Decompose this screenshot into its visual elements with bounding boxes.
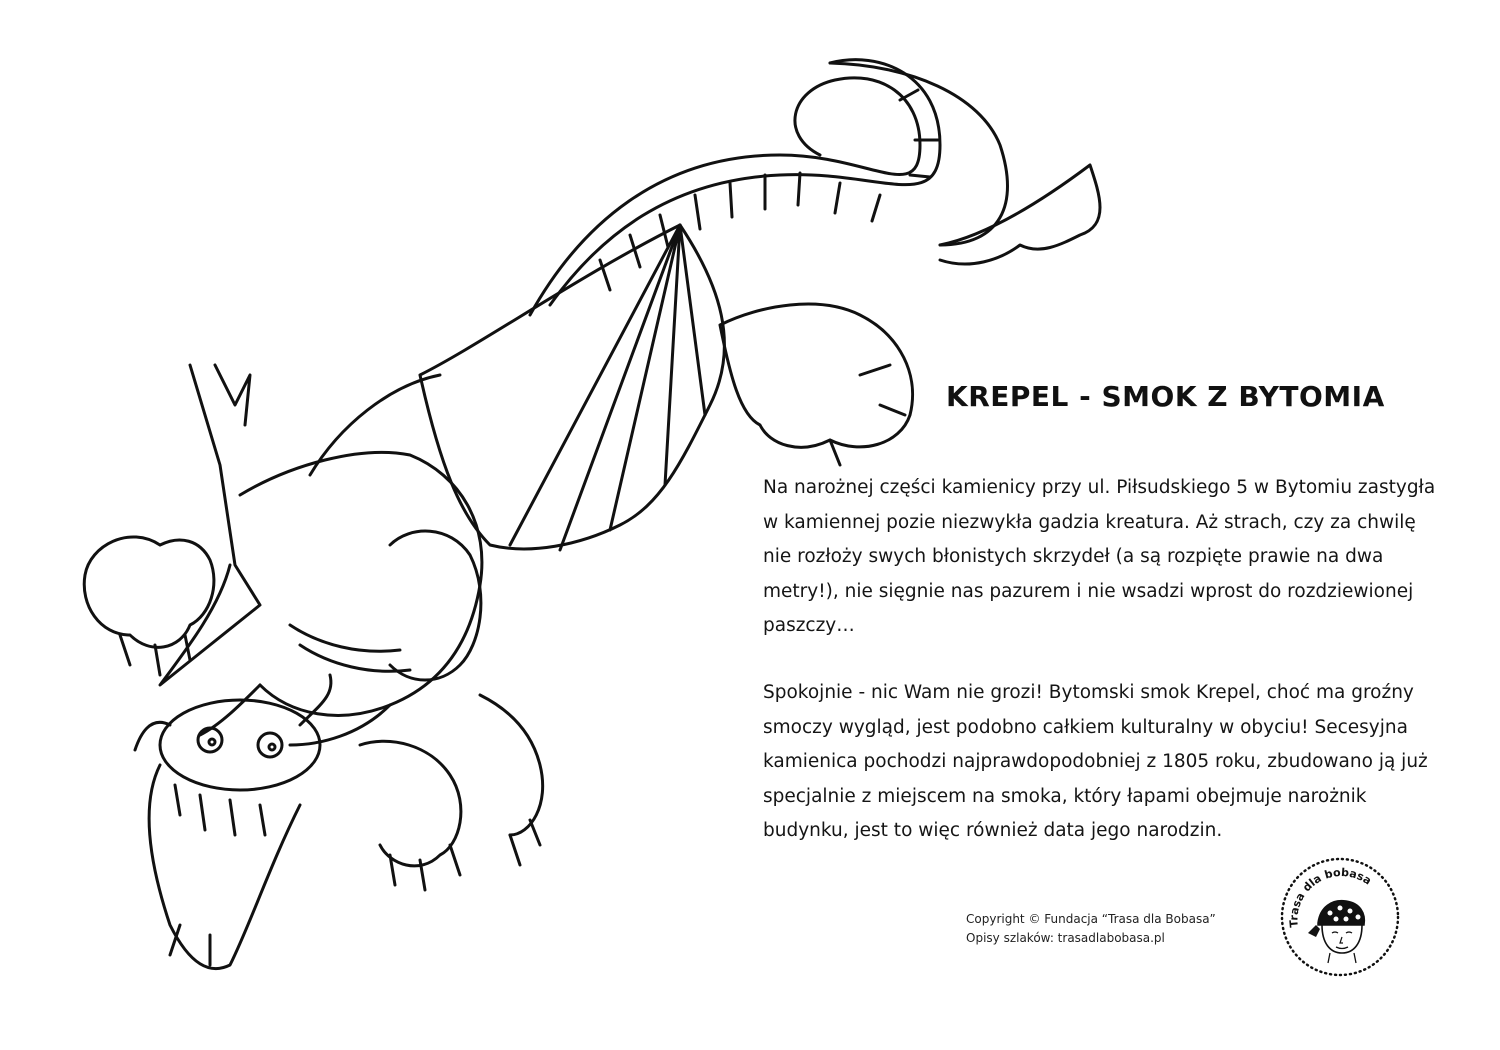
- child-with-headscarf-icon: [1278, 855, 1402, 979]
- logo-text: Trasa dla bobasa: [1287, 865, 1374, 928]
- description-paragraph-1: Na narożnej części kamienicy przy ul. Piłsudskiego 5 w Bytomiu zastygła w kamiennej pozie niezwykła gadzia kreatura. Aż strach, czy za chwilę nie rozłoży swych błonistych skrzydeł (a są rozpięte prawie na dwa metry!), nie sięgnie nas pazurem i nie wsadzi wprost do rozdziewionej paszczy…: [763, 477, 1436, 636]
- description-paragraph-2: Spokojnie - nic Wam nie grozi! Bytomski smok Krepel, choć ma groźny smoczy wygląd, jest podobno całkiem kulturalny w obyciu! Secesyjna kamienica pochodzi najprawdopodobniej z 1805 roku, zbudowano ją już specjalnie z miejscem na smoka, który łapami obejmuje narożnik budynku, jest to więc również data jego narodzin.: [763, 682, 1428, 841]
- copyright-line: Copyright © Fundacja “Trasa dla Bobasa”: [966, 912, 1216, 926]
- copyright-block: [966, 910, 1276, 948]
- page-title: KREPEL - SMOK Z BYTOMIA: [946, 380, 1385, 413]
- website-line: Opisy szlaków: trasadlabobasa.pl: [966, 931, 1165, 945]
- trasa-dla-bobasa-logo: [1278, 855, 1402, 979]
